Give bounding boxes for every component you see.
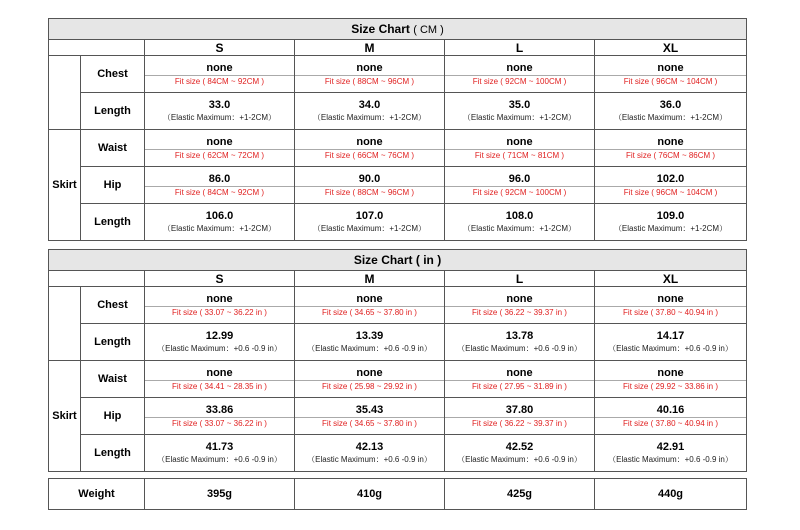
elastic-note: （Elastic Maximum：+0.6 -0.9 in） [307,344,432,353]
value: none [595,292,746,307]
elastic-note: （Elastic Maximum：+1-2CM） [162,224,277,233]
fit-note: Fit size ( 29.92 ~ 33.86 in ) [623,381,718,391]
corner-cell [49,271,145,287]
value-cell [295,93,445,130]
elastic-note: （Elastic Maximum：+0.6 -0.9 in） [608,344,733,353]
fit-note: Fit size ( 71CM ~ 81CM ) [474,150,565,160]
chart-title-text: Size Chart ( in ) [353,253,442,267]
fit-note: Fit size ( 37.80 ~ 40.94 in ) [623,418,718,428]
value-cell [445,167,595,204]
value: 41.73 [205,441,234,453]
elastic-note: （Elastic Maximum：+0.6 -0.9 in） [157,344,282,353]
value-cell [595,204,747,241]
measure-label-skirt-length: Length [81,204,145,241]
value: 33.86 [145,403,294,418]
weight-value-s: 395g [145,479,295,510]
value: none [145,135,294,150]
weight-row [49,479,747,510]
elastic-note: （Elastic Maximum：+0.6 -0.9 in） [457,455,582,464]
value-cell [595,93,747,130]
measure-row-waist [49,130,747,167]
measure-label-waist: Waist [81,130,145,167]
value-cell [595,130,747,167]
measure-label-hip: Hip [81,167,145,204]
value: 34.0 [358,99,381,111]
corner-cell [49,40,145,56]
elastic-note: （Elastic Maximum：+1-2CM） [462,113,577,122]
elastic-note: （Elastic Maximum：+0.6 -0.9 in） [457,344,582,353]
measure-row-chest [49,287,747,324]
value-cell [295,361,445,398]
value: 13.78 [505,330,534,342]
size-header-s: S [145,271,295,287]
skirt-group-label: Skirt [49,361,81,472]
value-cell [445,56,595,93]
value: 12.99 [205,330,234,342]
value: none [445,61,594,76]
fit-note: Fit size ( 33.07 ~ 36.22 in ) [172,418,267,428]
fit-note: Fit size ( 92CM ~ 100CM ) [472,187,567,197]
value-cell [595,56,747,93]
value: 42.13 [355,441,384,453]
value-cell [445,93,595,130]
value: none [295,292,444,307]
value-cell [595,398,747,435]
value-cell [445,287,595,324]
value: none [595,366,746,381]
weight-value-m: 410g [295,479,445,510]
elastic-note: （Elastic Maximum：+0.6 -0.9 in） [307,455,432,464]
fit-note: Fit size ( 27.95 ~ 31.89 in ) [472,381,567,391]
size-chart-inch [48,249,747,472]
value: 33.0 [208,99,231,111]
value: none [595,61,746,76]
value-cell [445,130,595,167]
size-header-s: S [145,40,295,56]
value: 90.0 [295,172,444,187]
fit-note: Fit size ( 96CM ~ 104CM ) [623,187,718,197]
value-cell [145,287,295,324]
value-cell [295,56,445,93]
weight-value-xl: 440g [595,479,747,510]
value-cell [295,167,445,204]
value: 42.91 [656,441,685,453]
value: none [295,366,444,381]
fit-note: Fit size ( 34.41 ~ 28.35 in ) [172,381,267,391]
value: 106.0 [205,210,234,222]
value: none [295,61,444,76]
elastic-note: （Elastic Maximum：+1-2CM） [162,113,277,122]
value: 35.0 [508,99,531,111]
measure-label-hip: Hip [81,398,145,435]
fit-note: Fit size ( 76CM ~ 86CM ) [625,150,716,160]
value: 40.16 [595,403,746,418]
value: 109.0 [656,210,685,222]
size-header-m: M [295,271,445,287]
value: none [145,61,294,76]
value-cell [595,167,747,204]
chart-title [49,250,747,271]
value-cell [445,324,595,361]
measure-row-length [49,324,747,361]
top-group-label [49,56,81,130]
fit-note: Fit size ( 96CM ~ 104CM ) [623,76,718,86]
top-group-label [49,287,81,361]
value: 35.43 [295,403,444,418]
size-header-l: L [445,271,595,287]
fit-note: Fit size ( 88CM ~ 96CM ) [324,187,415,197]
elastic-note: （Elastic Maximum：+1-2CM） [613,224,728,233]
value-cell [445,204,595,241]
value: none [595,135,746,150]
value-cell [145,324,295,361]
measure-row-skirt-length [49,435,747,472]
fit-note: Fit size ( 37.80 ~ 40.94 in ) [623,307,718,317]
value: none [295,135,444,150]
measure-row-hip [49,398,747,435]
elastic-note: （Elastic Maximum：+0.6 -0.9 in） [608,455,733,464]
fit-note: Fit size ( 92CM ~ 100CM ) [472,76,567,86]
value-cell [445,398,595,435]
measure-label-length: Length [81,324,145,361]
measure-label-length: Length [81,93,145,130]
value-cell [145,56,295,93]
value-cell [295,435,445,472]
value: 13.39 [355,330,384,342]
measure-row-hip [49,167,747,204]
value: none [445,292,594,307]
fit-note: Fit size ( 84CM ~ 92CM ) [174,187,265,197]
value: 102.0 [595,172,746,187]
value-cell [595,287,747,324]
fit-note: Fit size ( 34.65 ~ 37.80 in ) [322,418,417,428]
weight-value-l: 425g [445,479,595,510]
value: 96.0 [445,172,594,187]
elastic-note: （Elastic Maximum：+1-2CM） [312,113,427,122]
value: none [445,135,594,150]
value: 42.52 [505,441,534,453]
fit-note: Fit size ( 62CM ~ 72CM ) [174,150,265,160]
fit-note: Fit size ( 66CM ~ 76CM ) [324,150,415,160]
value: none [445,366,594,381]
elastic-note: （Elastic Maximum：+1-2CM） [613,113,728,122]
value-cell [145,435,295,472]
value-cell [145,167,295,204]
size-header-m: M [295,40,445,56]
value-cell [595,435,747,472]
value-cell [595,324,747,361]
size-header-xl: XL [595,271,747,287]
weight-table [48,478,747,510]
size-chart-cm [48,18,747,241]
value: 86.0 [145,172,294,187]
value-cell [295,398,445,435]
value-cell [145,361,295,398]
skirt-group-label: Skirt [49,130,81,241]
measure-row-length [49,93,747,130]
measure-label-waist: Waist [81,361,145,398]
value-cell [145,130,295,167]
measure-label-skirt-length: Length [81,435,145,472]
elastic-note: （Elastic Maximum：+0.6 -0.9 in） [157,455,282,464]
chart-unit: ( CM ) [413,24,444,36]
value-cell [295,204,445,241]
size-header-xl: XL [595,40,747,56]
fit-note: Fit size ( 36.22 ~ 39.37 in ) [472,307,567,317]
value: 14.17 [656,330,685,342]
value: 107.0 [355,210,384,222]
fit-note: Fit size ( 25.98 ~ 29.92 in ) [322,381,417,391]
value: 36.0 [659,99,682,111]
value-cell [445,361,595,398]
value-cell [595,361,747,398]
value-cell [145,93,295,130]
value: 108.0 [505,210,534,222]
measure-label-chest: Chest [81,287,145,324]
value-cell [145,398,295,435]
fit-note: Fit size ( 88CM ~ 96CM ) [324,76,415,86]
value-cell [295,130,445,167]
value-cell [445,435,595,472]
weight-label: Weight [49,479,145,510]
value-cell [295,287,445,324]
measure-row-chest [49,56,747,93]
value: none [145,366,294,381]
value: 37.80 [445,403,594,418]
fit-note: Fit size ( 84CM ~ 92CM ) [174,76,265,86]
elastic-note: （Elastic Maximum：+1-2CM） [312,224,427,233]
value: none [145,292,294,307]
measure-label-chest: Chest [81,56,145,93]
fit-note: Fit size ( 33.07 ~ 36.22 in ) [172,307,267,317]
chart-title [49,19,747,40]
value-cell [145,204,295,241]
value-cell [295,324,445,361]
chart-title-text: Size Chart [351,22,410,36]
size-header-l: L [445,40,595,56]
fit-note: Fit size ( 34.65 ~ 37.80 in ) [322,307,417,317]
elastic-note: （Elastic Maximum：+1-2CM） [462,224,577,233]
measure-row-skirt-length [49,204,747,241]
measure-row-waist [49,361,747,398]
fit-note: Fit size ( 36.22 ~ 39.37 in ) [472,418,567,428]
